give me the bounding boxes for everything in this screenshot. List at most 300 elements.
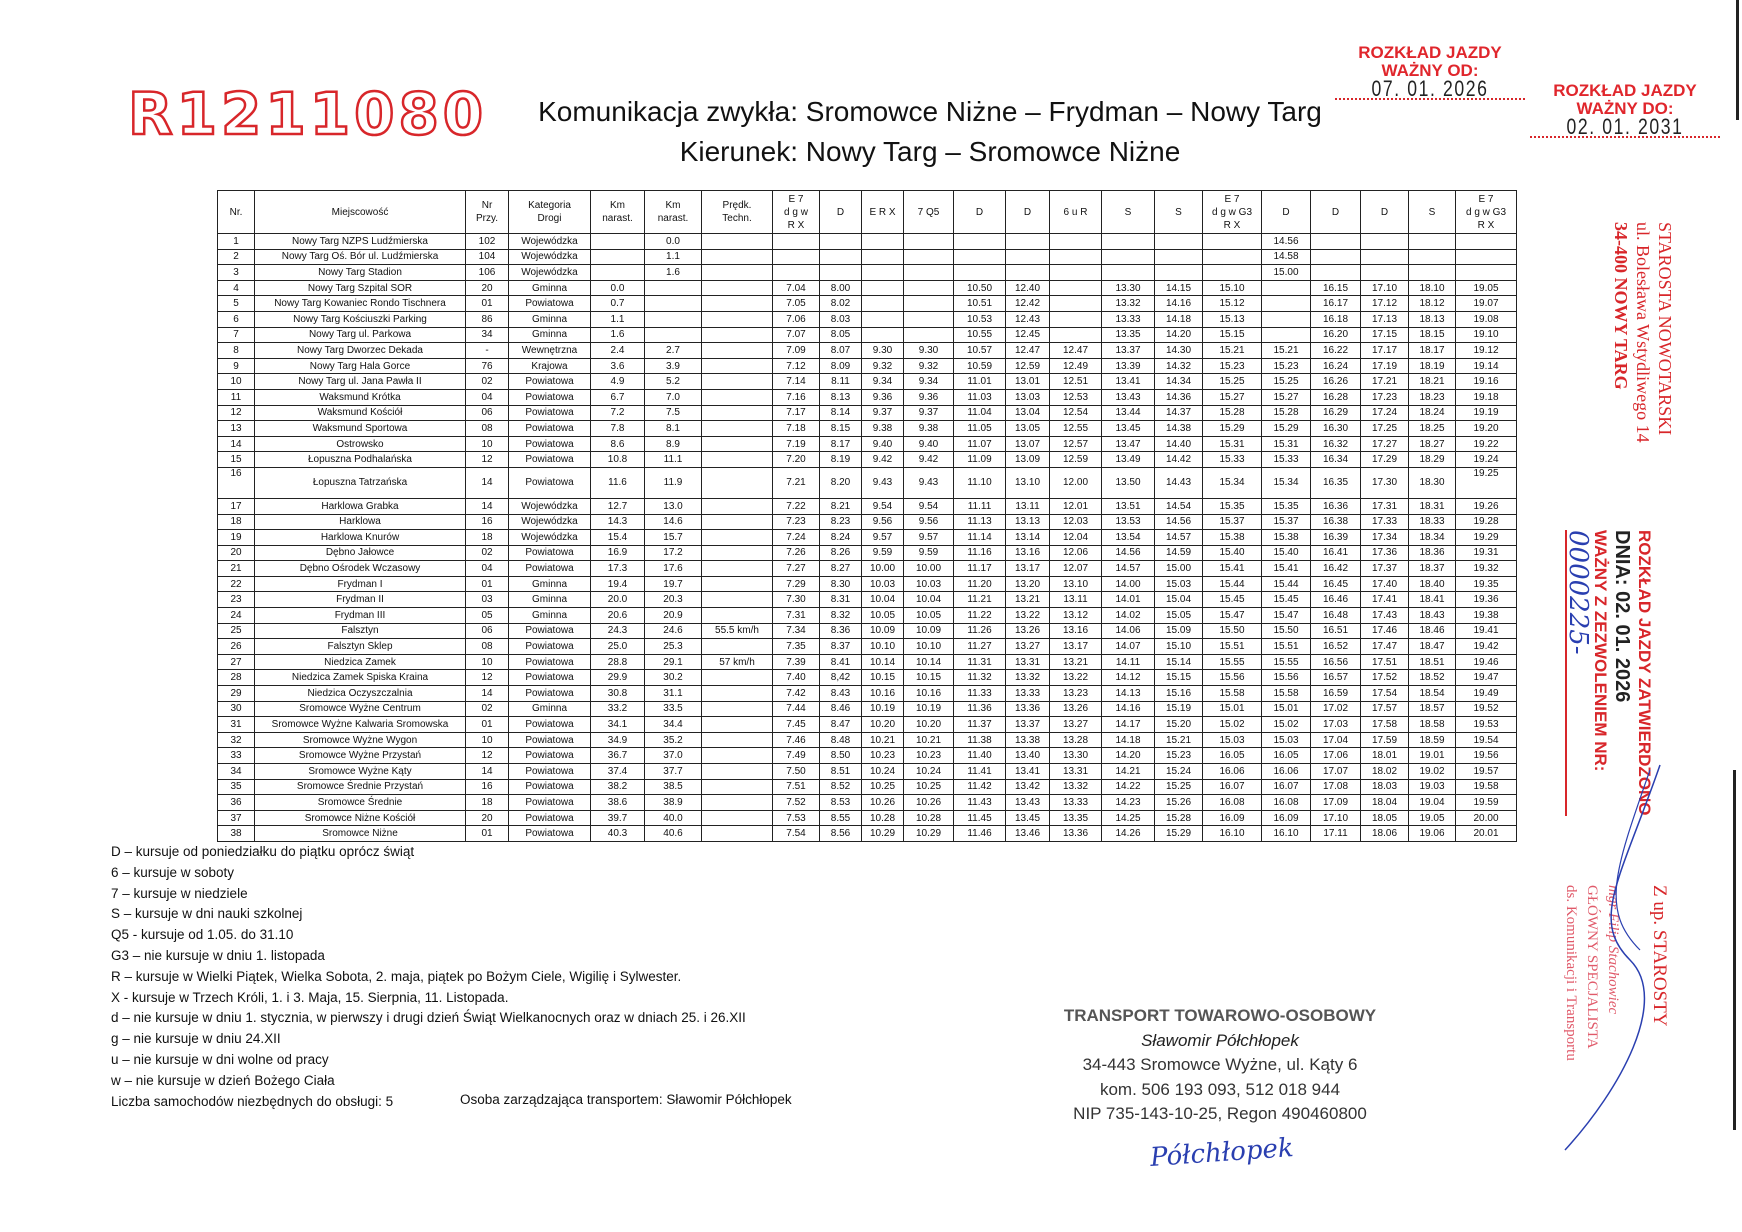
- km-cumulative: 7.2: [591, 405, 645, 421]
- departure-time: 11.27: [954, 639, 1006, 655]
- table-row: [218, 670, 1517, 686]
- departure-time: 9.42: [862, 452, 904, 468]
- table-row: [218, 530, 1517, 546]
- departure-time: 16.52: [1311, 639, 1361, 655]
- departure-time: 16.18: [1311, 311, 1361, 327]
- technical-speed: [702, 249, 773, 265]
- departure-time: 18.03: [1361, 779, 1409, 795]
- stop-code: 02: [466, 701, 509, 717]
- departure-time: 11.13: [954, 514, 1006, 530]
- departure-time: 16.36: [1311, 498, 1361, 514]
- departure-time: 19.42: [1456, 639, 1517, 655]
- departure-time: 13.32: [1006, 670, 1050, 686]
- departure-time: 17.47: [1361, 639, 1409, 655]
- departure-time: 19.25: [1456, 467, 1517, 498]
- departure-time: 12.07: [1050, 561, 1102, 577]
- departure-time: 14.58: [1262, 249, 1311, 265]
- departure-time: [954, 265, 1006, 281]
- departure-time: 19.24: [1456, 452, 1517, 468]
- departure-time: 17.08: [1311, 779, 1361, 795]
- departure-time: 15.28: [1262, 405, 1311, 421]
- departure-time: 13.11: [1006, 498, 1050, 514]
- departure-time: 13.39: [1102, 358, 1155, 374]
- stop-name: Nowy Targ Oś. Bór ul. Ludźmierska: [255, 249, 466, 265]
- departure-time: 14.43: [1155, 467, 1203, 498]
- road-category: Powiatowa: [509, 779, 591, 795]
- departure-time: [1050, 265, 1102, 281]
- table-row: [218, 545, 1517, 561]
- departure-time: 17.59: [1361, 732, 1409, 748]
- departure-time: 9.30: [904, 343, 954, 359]
- departure-time: [1006, 265, 1050, 281]
- km-cumulative: 12.7: [591, 498, 645, 514]
- stop-number: 11: [218, 389, 255, 405]
- km-cumulative: 8.6: [591, 436, 645, 452]
- km-cumulative: 24.3: [591, 623, 645, 639]
- legend-item: u – nie kursuje w dni wolne od pracy: [111, 1051, 329, 1067]
- departure-time: 17.34: [1361, 530, 1409, 546]
- departure-time: 9.37: [862, 405, 904, 421]
- km-cumulative-alt: 1.1: [645, 249, 702, 265]
- stop-name: Łopuszna Podhalańska: [255, 452, 466, 468]
- departure-time: 10.28: [904, 810, 954, 826]
- departure-time: 15.31: [1262, 436, 1311, 452]
- departure-time: 10.14: [862, 654, 904, 670]
- road-category: Powiatowa: [509, 623, 591, 639]
- departure-time: 10.21: [862, 732, 904, 748]
- stop-name: Waksmund Kościół: [255, 405, 466, 421]
- departure-time: 19.19: [1456, 405, 1517, 421]
- departure-time: 17.21: [1361, 374, 1409, 390]
- stop-code: 10: [466, 654, 509, 670]
- km-cumulative-alt: 5.2: [645, 374, 702, 390]
- departure-time: 9.32: [904, 358, 954, 374]
- departure-time: 16.09: [1262, 810, 1311, 826]
- km-cumulative-alt: [645, 280, 702, 296]
- departure-time: 11.01: [954, 374, 1006, 390]
- departure-time: 11.41: [954, 764, 1006, 780]
- departure-time: 19.07: [1456, 296, 1517, 312]
- departure-time: 14.30: [1155, 343, 1203, 359]
- technical-speed: [702, 280, 773, 296]
- departure-time: 15.29: [1155, 826, 1203, 842]
- departure-time: 15.55: [1203, 654, 1262, 670]
- departure-time: [862, 280, 904, 296]
- stop-name: Nowy Targ ul. Parkowa: [255, 327, 466, 343]
- stop-code: 12: [466, 670, 509, 686]
- km-cumulative-alt: 2.7: [645, 343, 702, 359]
- authority-city: 34-400 NOWY TARG: [1611, 222, 1631, 390]
- departure-time: 14.02: [1102, 608, 1155, 624]
- departure-time: 11.46: [954, 826, 1006, 842]
- road-category: Powiatowa: [509, 452, 591, 468]
- departure-time: 11.09: [954, 452, 1006, 468]
- table-row: [218, 826, 1517, 842]
- departure-time: 13.31: [1006, 654, 1050, 670]
- departure-time: 12.06: [1050, 545, 1102, 561]
- departure-time: 10.16: [904, 686, 954, 702]
- departure-time: 8.55: [820, 810, 862, 826]
- legend-item: X - kursuje w Trzech Króli, 1. i 3. Maja, 15. Sierpnia, 11. Listopada.: [111, 989, 509, 1005]
- departure-time: 14.32: [1155, 358, 1203, 374]
- km-cumulative-alt: 31.1: [645, 686, 702, 702]
- departure-time: 11.40: [954, 748, 1006, 764]
- stop-name: Nowy Targ Hala Gorce: [255, 358, 466, 374]
- departure-time: 16.15: [1311, 280, 1361, 296]
- departure-time: 19.29: [1456, 530, 1517, 546]
- stop-code: 16: [466, 779, 509, 795]
- departure-time: 16.35: [1311, 467, 1361, 498]
- column-header: E 7 d g w G3 R X: [1203, 191, 1262, 234]
- departure-time: 10.04: [904, 592, 954, 608]
- departure-time: 12.03: [1050, 514, 1102, 530]
- departure-time: 14.22: [1102, 779, 1155, 795]
- departure-time: 13.17: [1006, 561, 1050, 577]
- km-cumulative: 17.3: [591, 561, 645, 577]
- departure-time: 13.35: [1102, 327, 1155, 343]
- departure-time: 8.32: [820, 608, 862, 624]
- table-row: [218, 514, 1517, 530]
- departure-time: 15.02: [1262, 717, 1311, 733]
- departure-time: 16.09: [1203, 810, 1262, 826]
- stop-name: Dębno Jałowce: [255, 545, 466, 561]
- official-title: GŁÓWNY SPECJALISTA: [1584, 885, 1600, 1049]
- departure-time: 13.33: [1050, 795, 1102, 811]
- departure-time: 15.40: [1262, 545, 1311, 561]
- departure-time: 16.59: [1311, 686, 1361, 702]
- departure-time: 13.40: [1006, 748, 1050, 764]
- departure-time: 17.37: [1361, 561, 1409, 577]
- km-cumulative-alt: 20.9: [645, 608, 702, 624]
- departure-time: 15.44: [1203, 576, 1262, 592]
- departure-time: 10.23: [862, 748, 904, 764]
- departure-time: 16.28: [1311, 389, 1361, 405]
- departure-time: 20.01: [1456, 826, 1517, 842]
- departure-time: 11.32: [954, 670, 1006, 686]
- departure-time: 16.10: [1262, 826, 1311, 842]
- stop-code: 08: [466, 639, 509, 655]
- table-row: [218, 452, 1517, 468]
- permit-number: 0000225-: [1565, 530, 1589, 816]
- stop-name: Sromowce Wyżne Przystań: [255, 748, 466, 764]
- authority-street: ul. Bolesława Wstydliwego 14: [1633, 222, 1653, 443]
- stop-number: 7: [218, 327, 255, 343]
- departure-time: 9.38: [862, 421, 904, 437]
- technical-speed: [702, 608, 773, 624]
- departure-time: 7.04: [773, 280, 820, 296]
- departure-time: 9.56: [862, 514, 904, 530]
- departure-time: 11.38: [954, 732, 1006, 748]
- departure-time: 14.26: [1102, 826, 1155, 842]
- departure-time: 19.47: [1456, 670, 1517, 686]
- departure-time: 14.21: [1102, 764, 1155, 780]
- road-category: Powiatowa: [509, 436, 591, 452]
- departure-time: 19.58: [1456, 779, 1517, 795]
- departure-time: 16.42: [1311, 561, 1361, 577]
- table-row: [218, 405, 1517, 421]
- table-row: [218, 701, 1517, 717]
- km-cumulative-alt: 17.6: [645, 561, 702, 577]
- departure-time: 7.46: [773, 732, 820, 748]
- stop-name: Harklowa Grabka: [255, 498, 466, 514]
- stop-name: Waksmund Sportowa: [255, 421, 466, 437]
- departure-time: [1203, 265, 1262, 281]
- departure-time: [1050, 296, 1102, 312]
- departure-time: 18.33: [1409, 514, 1456, 530]
- departure-time: 7.17: [773, 405, 820, 421]
- departure-time: 11.05: [954, 421, 1006, 437]
- departure-time: 18.57: [1409, 701, 1456, 717]
- departure-time: 9.43: [904, 467, 954, 498]
- departure-time: 13.27: [1006, 639, 1050, 655]
- departure-time: 17.40: [1361, 576, 1409, 592]
- departure-time: [862, 296, 904, 312]
- departure-time: 10.15: [862, 670, 904, 686]
- departure-time: 16.05: [1203, 748, 1262, 764]
- official-line1: Z up. STAROSTY: [1649, 885, 1670, 1027]
- valid-to-date: 02. 01. 2031: [1566, 114, 1684, 139]
- km-cumulative-alt: 40.0: [645, 810, 702, 826]
- road-category: Wojewódzka: [509, 249, 591, 265]
- departure-time: 18.06: [1361, 826, 1409, 842]
- departure-time: 12.59: [1006, 358, 1050, 374]
- km-cumulative: 37.4: [591, 764, 645, 780]
- table-row: [218, 421, 1517, 437]
- departure-time: 18.41: [1409, 592, 1456, 608]
- departure-time: 11.16: [954, 545, 1006, 561]
- departure-time: 18.17: [1409, 343, 1456, 359]
- departure-time: 19.52: [1456, 701, 1517, 717]
- departure-time: 16.48: [1311, 608, 1361, 624]
- departure-time: [1409, 234, 1456, 250]
- stop-name: Niedzica Zamek: [255, 654, 466, 670]
- table-row: [218, 265, 1517, 281]
- departure-time: 18.31: [1409, 498, 1456, 514]
- departure-time: 17.54: [1361, 686, 1409, 702]
- stop-code: 106: [466, 265, 509, 281]
- km-cumulative: [591, 234, 645, 250]
- departure-time: 18.58: [1409, 717, 1456, 733]
- departure-time: 10.53: [954, 311, 1006, 327]
- departure-time: 14.56: [1102, 545, 1155, 561]
- stop-code: 104: [466, 249, 509, 265]
- approval-line3: WAŻNY Z ZEZWOLENIEM NR:: [1591, 530, 1610, 772]
- technical-speed: [702, 467, 773, 498]
- technical-speed: [702, 389, 773, 405]
- technical-speed: [702, 421, 773, 437]
- departure-time: 17.25: [1361, 421, 1409, 437]
- stop-code: 102: [466, 234, 509, 250]
- road-category: Wojewódzka: [509, 514, 591, 530]
- technical-speed: [702, 358, 773, 374]
- stop-number: 12: [218, 405, 255, 421]
- timetable-header-row: [218, 191, 1517, 234]
- page-subtitle-direction: Kierunek: Nowy Targ – Sromowce Niżne: [679, 136, 1181, 167]
- stop-code: 14: [466, 467, 509, 498]
- departure-time: [862, 234, 904, 250]
- departure-time: [1050, 311, 1102, 327]
- stop-number: 20: [218, 545, 255, 561]
- departure-time: 7.19: [773, 436, 820, 452]
- departure-time: 10.03: [904, 576, 954, 592]
- departure-time: 13.30: [1102, 280, 1155, 296]
- departure-time: [1203, 249, 1262, 265]
- table-row: [218, 764, 1517, 780]
- departure-time: 18.46: [1409, 623, 1456, 639]
- table-row: [218, 296, 1517, 312]
- departure-time: 8.41: [820, 654, 862, 670]
- departure-time: [1409, 265, 1456, 281]
- departure-time: 12.54: [1050, 405, 1102, 421]
- departure-time: 14.34: [1155, 374, 1203, 390]
- departure-time: 9.34: [904, 374, 954, 390]
- departure-time: 18.34: [1409, 530, 1456, 546]
- stop-number: 22: [218, 576, 255, 592]
- technical-speed: [702, 265, 773, 281]
- page-title: Komunikacja zwykła: Sromowce Niżne – Frydman – Nowy Targ: [538, 96, 1322, 127]
- stop-number: 16: [218, 467, 255, 498]
- departure-time: [1050, 234, 1102, 250]
- km-cumulative: 25.0: [591, 639, 645, 655]
- departure-time: 13.16: [1050, 623, 1102, 639]
- departure-time: 9.56: [904, 514, 954, 530]
- departure-time: 8.47: [820, 717, 862, 733]
- departure-time: 15.58: [1262, 686, 1311, 702]
- departure-time: 14.20: [1155, 327, 1203, 343]
- departure-time: 7.42: [773, 686, 820, 702]
- departure-time: 15.16: [1155, 686, 1203, 702]
- departure-time: 13.44: [1102, 405, 1155, 421]
- column-header: Km narast.: [645, 191, 702, 234]
- departure-time: 15.25: [1262, 374, 1311, 390]
- departure-time: 7.54: [773, 826, 820, 842]
- departure-time: 10.14: [904, 654, 954, 670]
- departure-time: 19.05: [1456, 280, 1517, 296]
- km-cumulative-alt: 19.7: [645, 576, 702, 592]
- departure-time: 13.42: [1006, 779, 1050, 795]
- departure-time: 16.46: [1311, 592, 1361, 608]
- departure-time: 8.56: [820, 826, 862, 842]
- stop-number: 5: [218, 296, 255, 312]
- technical-speed: [702, 826, 773, 842]
- departure-time: 7.23: [773, 514, 820, 530]
- departure-time: 15.47: [1203, 608, 1262, 624]
- technical-speed: [702, 374, 773, 390]
- departure-time: 11.04: [954, 405, 1006, 421]
- departure-time: [1361, 249, 1409, 265]
- departure-time: 17.30: [1361, 467, 1409, 498]
- stop-code: 08: [466, 421, 509, 437]
- departure-time: 18.21: [1409, 374, 1456, 390]
- km-cumulative: 40.3: [591, 826, 645, 842]
- signature-scribble: [1560, 760, 1690, 1160]
- departure-time: 15.24: [1155, 764, 1203, 780]
- departure-time: 7.31: [773, 608, 820, 624]
- valid-from-line1: ROZKŁAD JAZDY: [1358, 43, 1502, 62]
- stop-number: 8: [218, 343, 255, 359]
- departure-time: 18.15: [1409, 327, 1456, 343]
- km-cumulative-alt: 20.3: [645, 592, 702, 608]
- approval-date: DNIA: 02. 01. 2026: [1611, 530, 1633, 703]
- departure-time: [904, 280, 954, 296]
- departure-time: 16.26: [1311, 374, 1361, 390]
- stop-name: Niedzica Zamek Spiska Kraina: [255, 670, 466, 686]
- legend-item: D – kursuje od poniedziałku do piątku oprócz świąt: [111, 844, 415, 859]
- departure-time: 7.50: [773, 764, 820, 780]
- stop-number: 10: [218, 374, 255, 390]
- stop-code: 20: [466, 280, 509, 296]
- departure-time: 7.34: [773, 623, 820, 639]
- departure-time: 17.04: [1311, 732, 1361, 748]
- departure-time: 9.36: [862, 389, 904, 405]
- approval-line1: ROZKŁAD JAZDY ZATWIERDZONO: [1635, 530, 1654, 816]
- road-category: Powiatowa: [509, 810, 591, 826]
- road-category: Powiatowa: [509, 654, 591, 670]
- legend: [111, 842, 746, 1112]
- column-header: Prędk. Techn.: [702, 191, 773, 234]
- departure-time: 19.32: [1456, 561, 1517, 577]
- departure-time: 18.02: [1361, 764, 1409, 780]
- km-cumulative: 1.1: [591, 311, 645, 327]
- departure-time: 18.24: [1409, 405, 1456, 421]
- column-header: Miejscowość: [255, 191, 466, 234]
- road-category: Powiatowa: [509, 561, 591, 577]
- departure-time: 19.46: [1456, 654, 1517, 670]
- departure-time: 18.37: [1409, 561, 1456, 577]
- departure-time: 15.45: [1203, 592, 1262, 608]
- km-cumulative: 4.9: [591, 374, 645, 390]
- departure-time: 15.29: [1262, 421, 1311, 437]
- valid-from-line2: WAŻNY OD:: [1381, 61, 1479, 80]
- departure-time: 15.25: [1203, 374, 1262, 390]
- technical-speed: [702, 810, 773, 826]
- departure-time: 18.30: [1409, 467, 1456, 498]
- departure-time: 7.51: [773, 779, 820, 795]
- technical-speed: [702, 343, 773, 359]
- departure-time: 10.05: [862, 608, 904, 624]
- departure-time: 8.21: [820, 498, 862, 514]
- timetable: [217, 190, 1517, 842]
- departure-time: 10.10: [862, 639, 904, 655]
- departure-time: [904, 327, 954, 343]
- stop-name: Sromowce Wyżne Wygon: [255, 732, 466, 748]
- departure-time: 14.56: [1262, 234, 1311, 250]
- valid-from-date: 07. 01. 2026: [1371, 76, 1489, 101]
- technical-speed: [702, 561, 773, 577]
- km-cumulative-alt: 7.0: [645, 389, 702, 405]
- stop-code: 76: [466, 358, 509, 374]
- departure-time: 14.36: [1155, 389, 1203, 405]
- departure-time: [1102, 234, 1155, 250]
- departure-time: 12.00: [1050, 467, 1102, 498]
- departure-time: 16.51: [1311, 623, 1361, 639]
- departure-time: 16.45: [1311, 576, 1361, 592]
- departure-time: 13.33: [1006, 686, 1050, 702]
- departure-time: 7.53: [773, 810, 820, 826]
- departure-time: 10.00: [862, 561, 904, 577]
- km-cumulative: 28.8: [591, 654, 645, 670]
- technical-speed: 55.5 km/h: [702, 623, 773, 639]
- road-category: Wojewódzka: [509, 265, 591, 281]
- departure-time: 10.25: [862, 779, 904, 795]
- departure-time: 13.22: [1050, 670, 1102, 686]
- departure-time: 16.57: [1311, 670, 1361, 686]
- departure-time: 19.18: [1456, 389, 1517, 405]
- departure-time: 14.57: [1102, 561, 1155, 577]
- km-cumulative: 11.6: [591, 467, 645, 498]
- departure-time: 8.02: [820, 296, 862, 312]
- departure-time: 15.37: [1203, 514, 1262, 530]
